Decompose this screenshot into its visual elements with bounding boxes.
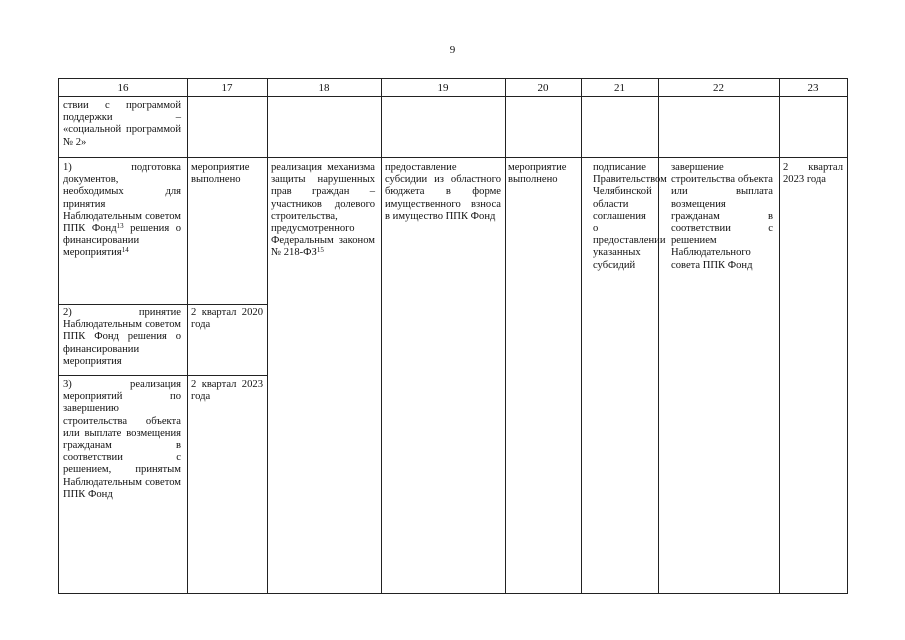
col-header-19: 19 (437, 82, 449, 94)
col-header-23: 23 (807, 82, 819, 94)
activities-table (58, 78, 848, 594)
col-header-18: 18 (318, 82, 330, 94)
cell-23: 2 квартал 2023 года (783, 162, 843, 186)
col-header-21: 21 (614, 82, 625, 94)
cell-17-item-3: 2 квартал 2023 года (191, 379, 263, 403)
cell-19: предоставление субсидии из областного бюджета в форме имущественного взноса в имущество ППК Фонд (385, 162, 501, 222)
cell-16-item-2: 2) принятие Наблюдательным советом ППК Фонд решения о финансировании мероприятия (63, 307, 181, 367)
footnote-ref: 13 (116, 222, 124, 231)
page-number: 9 (449, 44, 456, 56)
cell-18-text: реализация механизма защиты нарушенных прав граждан – участников долевого строительства, предусмотренного Федеральным законом № 218-ФЗ (271, 162, 375, 259)
row-divider (59, 157, 847, 158)
col-header-17: 17 (221, 82, 233, 94)
cell-16-item-1-tail: решения о финансировании мероприятия (63, 223, 181, 259)
cell-16-item-3: 3) реализация мероприятий по завершению строительства объекта или выплате возмещения гражданам в соответствии с решением, принятым Наблюдательным советом ППК Фонд (63, 379, 181, 500)
cell-16-item-1-text: 1) подготовка документов, необходимых для принятия Наблюдательным советом ППК Фонд (63, 162, 181, 235)
col-header-16: 16 (117, 82, 129, 94)
footnote-ref: 14 (121, 246, 129, 255)
cell-17-item-2: 2 квартал 2020 года (191, 307, 263, 331)
col-header-20: 20 (537, 82, 549, 94)
cell-22: завершение строительства объекта или выплата возмещения гражданам в соответствии с решением Наблюдательного совета ППК Фонд (671, 162, 773, 271)
row-divider (59, 304, 267, 305)
cell-18 (271, 162, 375, 260)
cell-16-continuation: ствии с программой поддержки – «социальной программой № 2» (63, 100, 181, 148)
col-header-22: 22 (713, 82, 724, 94)
cell-17-item-1: мероприятие выполнено (191, 162, 250, 186)
footnote-ref: 15 (316, 246, 324, 255)
row-divider (59, 375, 267, 376)
cell-21: подписание Правительством Челябинской области соглашения о предоставлении указанных субсидий (593, 162, 667, 271)
cell-16-item-1 (63, 162, 181, 260)
cell-20: мероприятие выполнено (508, 162, 567, 186)
table-header-row (59, 79, 847, 97)
